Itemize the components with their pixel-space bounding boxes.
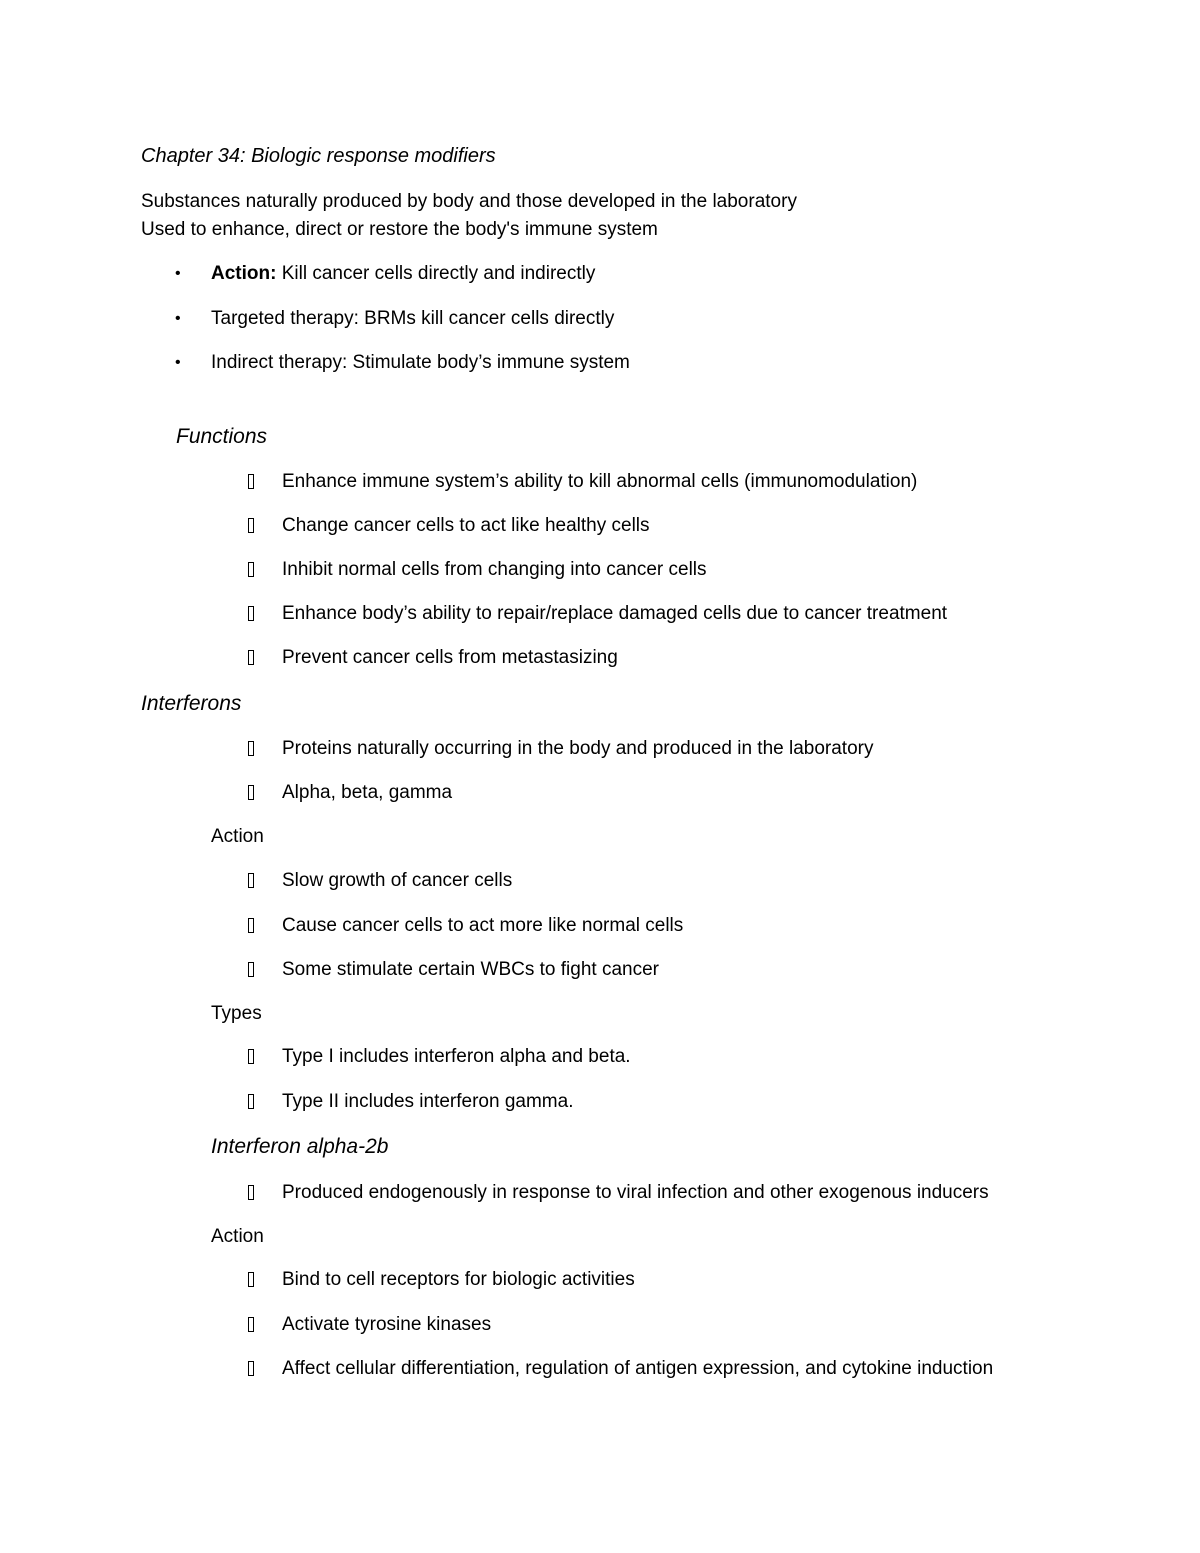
- interferons-item: Proteins naturally occurring in the body and produced in the laboratory: [282, 738, 874, 759]
- missing-glyph-bullet-icon: [248, 650, 254, 665]
- bullet-dot-icon: •: [175, 310, 181, 327]
- interferons-action-item: Cause cancer cells to act more like normal cells: [282, 915, 684, 936]
- action-bold-label: Action:: [211, 263, 277, 284]
- missing-glyph-bullet-icon: [248, 1049, 254, 1064]
- interferons-type-item: Type I includes interferon alpha and beta.: [282, 1046, 631, 1067]
- overview-bullet: Targeted therapy: BRMs kill cancer cells directly: [211, 308, 615, 329]
- bullet-dot-icon: •: [175, 265, 181, 282]
- interferon-alpha-2b-action-label: Action: [211, 1226, 264, 1247]
- interferon-alpha-2b-heading: Interferon alpha-2b: [211, 1135, 389, 1158]
- interferon-alpha-2b-item: Produced endogenously in response to viral infection and other exogenous inducers: [282, 1182, 989, 1203]
- missing-glyph-bullet-icon: [248, 873, 254, 888]
- interferons-types-label: Types: [211, 1003, 262, 1024]
- missing-glyph-bullet-icon: [248, 518, 254, 533]
- interferons-action-item: Slow growth of cancer cells: [282, 870, 513, 891]
- interferons-action-label: Action: [211, 826, 264, 847]
- missing-glyph-bullet-icon: [248, 962, 254, 977]
- interferon-alpha-2b-action-item: Affect cellular differentiation, regulation of antigen expression, and cytokine induction: [282, 1358, 994, 1379]
- functions-item: Enhance body’s ability to repair/replace damaged cells due to cancer treatment: [282, 603, 948, 624]
- interferons-item: Alpha, beta, gamma: [282, 782, 453, 803]
- missing-glyph-bullet-icon: [248, 606, 254, 621]
- missing-glyph-bullet-icon: [248, 1094, 254, 1109]
- overview-bullet: [211, 262, 595, 286]
- missing-glyph-bullet-icon: [248, 1317, 254, 1332]
- interferon-alpha-2b-action-item: Activate tyrosine kinases: [282, 1314, 492, 1335]
- interferons-action-item: Some stimulate certain WBCs to fight cancer: [282, 959, 659, 980]
- functions-heading: Functions: [176, 425, 268, 448]
- intro-line: Substances naturally produced by body and those developed in the laboratory: [141, 191, 797, 212]
- intro-line: Used to enhance, direct or restore the body's immune system: [141, 219, 658, 240]
- interferons-type-item: Type II includes interferon gamma.: [282, 1091, 574, 1112]
- interferons-heading: Interferons: [141, 692, 242, 715]
- missing-glyph-bullet-icon: [248, 785, 254, 800]
- overview-bullet-text: Kill cancer cells directly and indirectly: [276, 263, 596, 284]
- bullet-dot-icon: •: [175, 354, 181, 371]
- functions-item: Prevent cancer cells from metastasizing: [282, 647, 618, 668]
- missing-glyph-bullet-icon: [248, 1361, 254, 1376]
- functions-item: Enhance immune system’s ability to kill abnormal cells (immunomodulation): [282, 471, 918, 492]
- missing-glyph-bullet-icon: [248, 1272, 254, 1287]
- missing-glyph-bullet-icon: [248, 1185, 254, 1200]
- functions-item: Inhibit normal cells from changing into cancer cells: [282, 559, 707, 580]
- chapter-title: Chapter 34: Biologic response modifiers: [141, 145, 496, 167]
- missing-glyph-bullet-icon: [248, 562, 254, 577]
- functions-item: Change cancer cells to act like healthy cells: [282, 515, 650, 536]
- missing-glyph-bullet-icon: [248, 741, 254, 756]
- overview-bullet: Indirect therapy: Stimulate body’s immune system: [211, 352, 630, 373]
- missing-glyph-bullet-icon: [248, 474, 254, 489]
- interferon-alpha-2b-action-item: Bind to cell receptors for biologic activities: [282, 1269, 635, 1290]
- missing-glyph-bullet-icon: [248, 918, 254, 933]
